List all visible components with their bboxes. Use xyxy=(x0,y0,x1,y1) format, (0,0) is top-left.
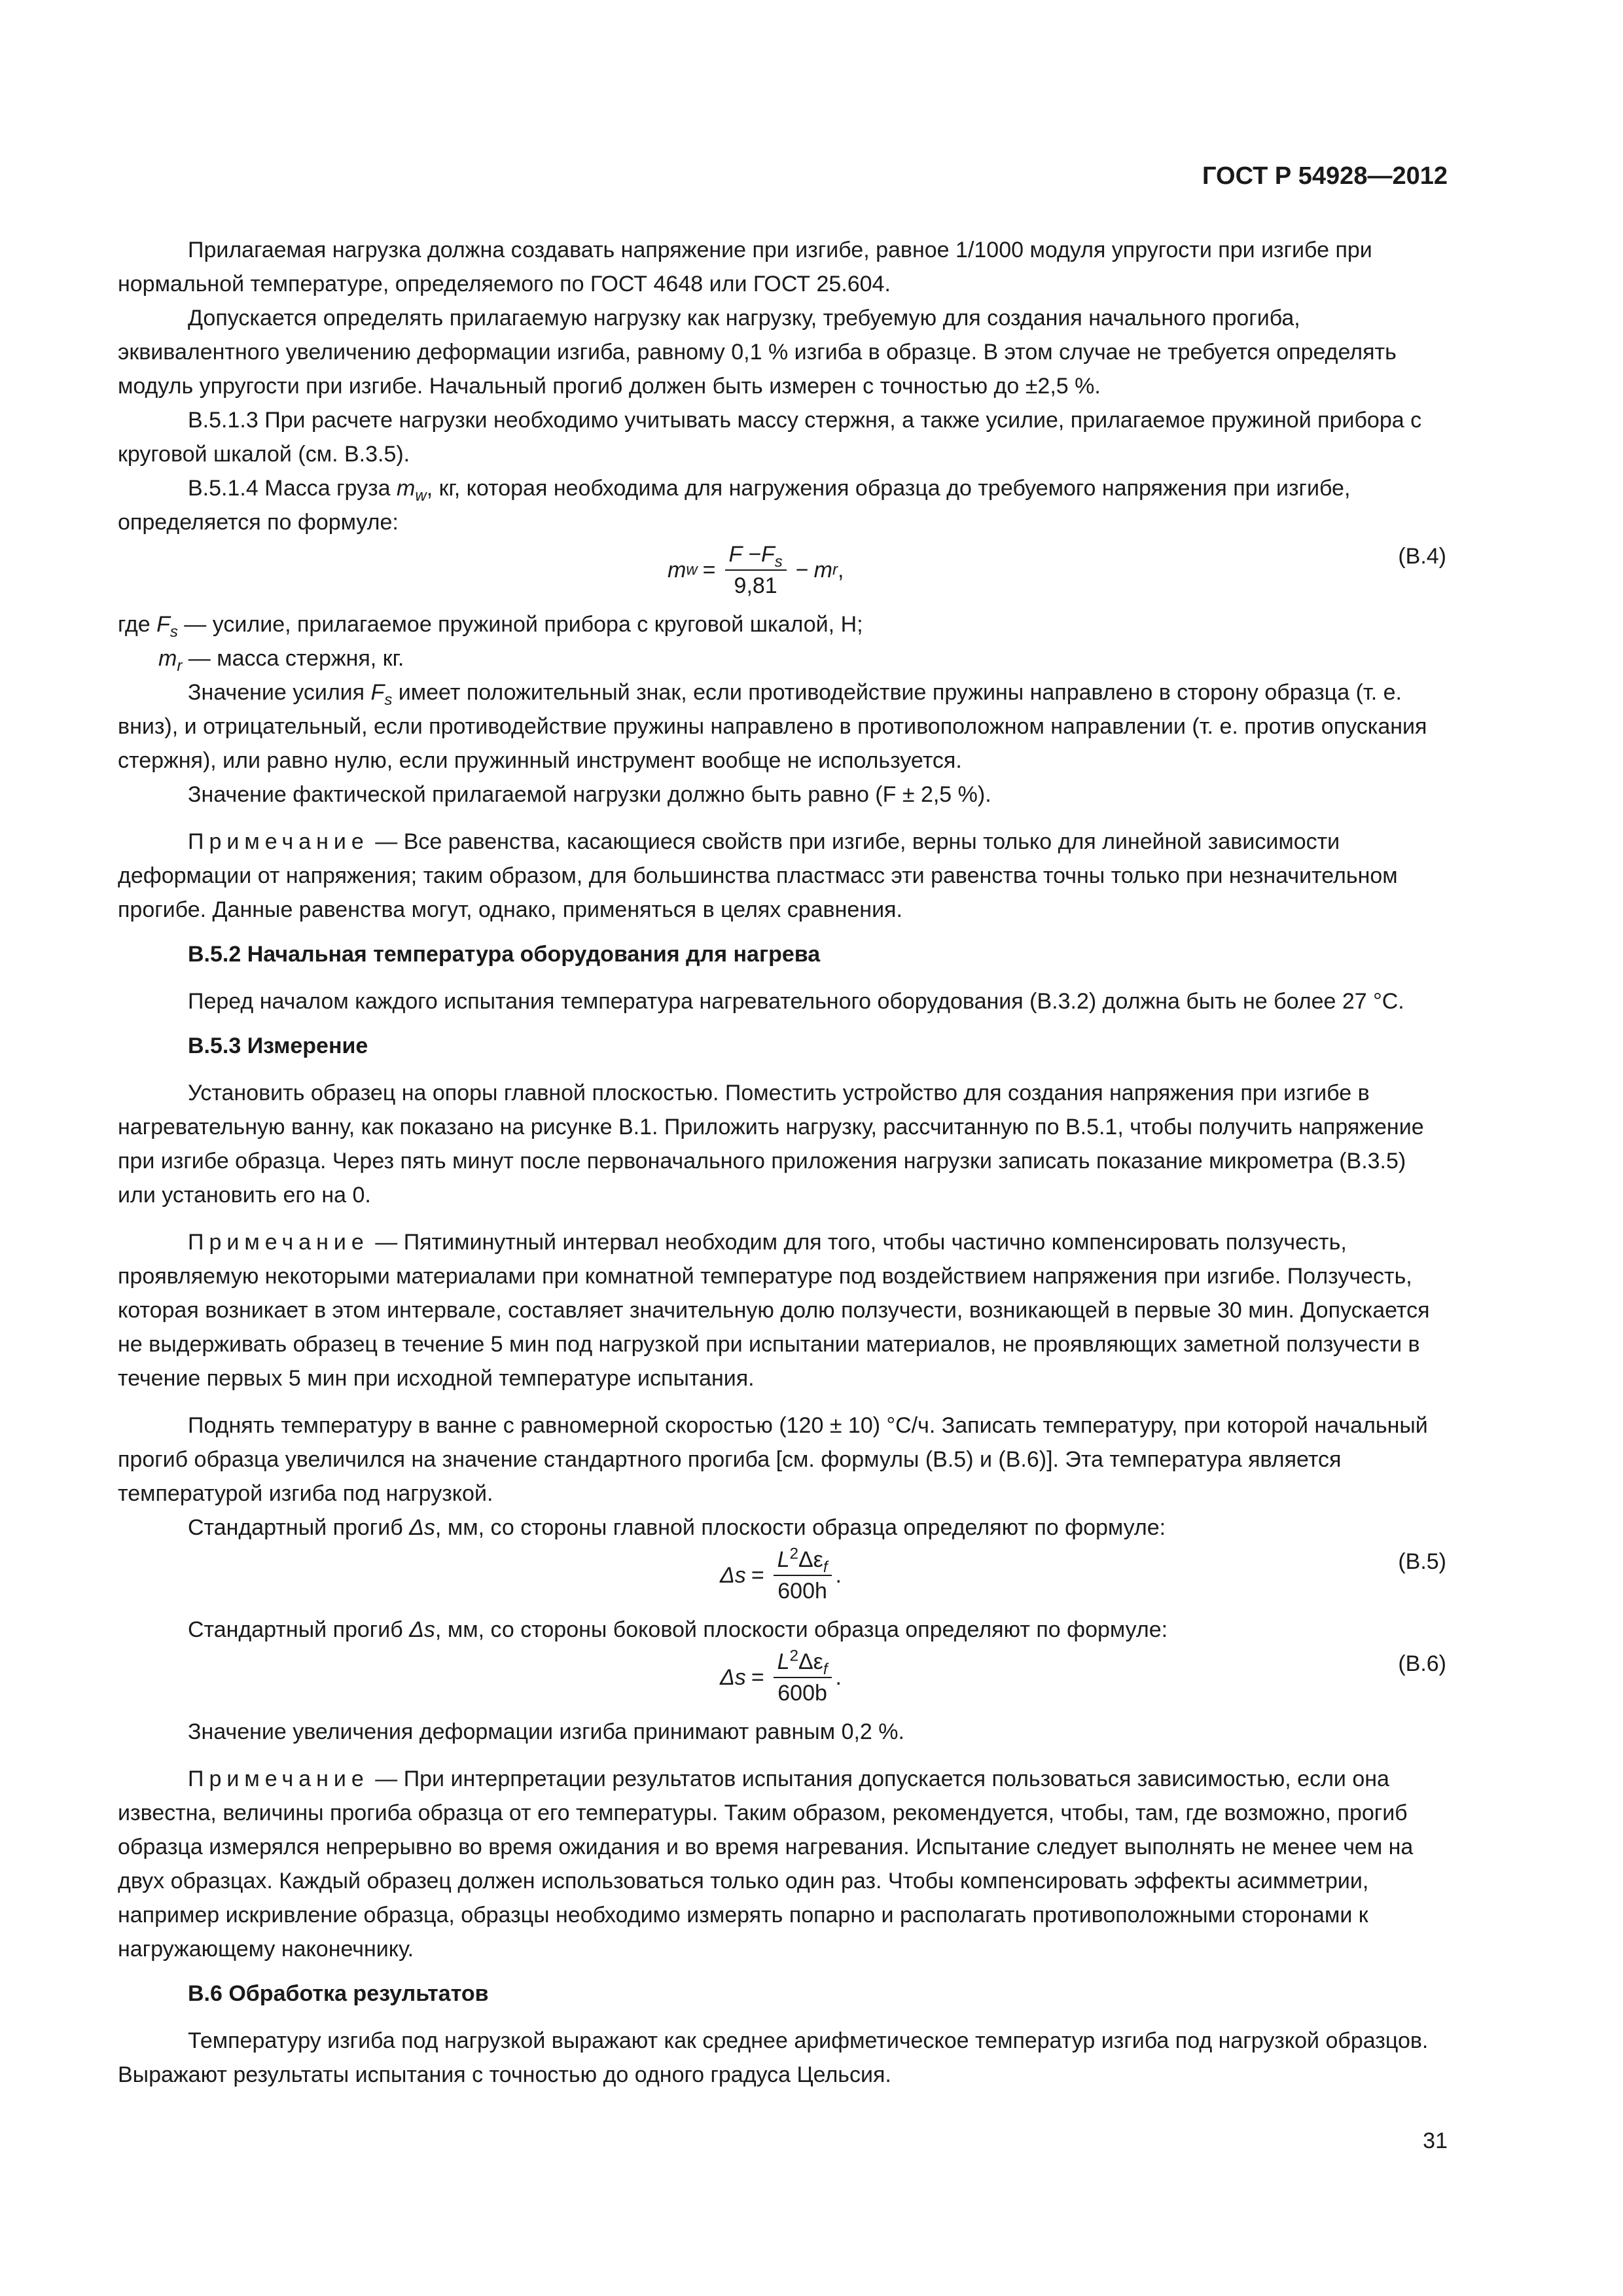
symbol-delta-s: Δs xyxy=(409,1617,435,1642)
exponent: 2 xyxy=(789,1647,798,1665)
equals-sign: = xyxy=(702,558,716,583)
symbol-L: L xyxy=(777,1547,790,1572)
note-text: — При интерпретации результатов испытания допускается пользоваться зависимостью, если она известна, величины прогиба образца от его температуры. Таким образом, рекомендуется, чтобы, там, где возможно, прогиб образца измерялся непрерывно во время ожидания и во время нагревания. Испытание следует выполнять не менее чем на двух образцах. Каждый образец должен использоваться только один раз. Чтобы компенсировать эффекты асимметрии, например искривление образца, образцы необходимо измерять попарно и располагать противоположными сторонами к нагружающему наконечнику. xyxy=(118,1767,1414,1962)
symbol-delta-s: Δs xyxy=(720,1665,746,1690)
legend-line xyxy=(118,607,1446,641)
symbol-f: f xyxy=(823,1660,828,1678)
comma: , xyxy=(837,558,844,583)
fraction xyxy=(725,539,787,601)
note-label: Примечание xyxy=(188,1230,369,1255)
fraction xyxy=(774,1647,832,1708)
symbol-s: s xyxy=(169,622,178,641)
symbol-s: s xyxy=(774,552,783,571)
denominator: 9,81 xyxy=(734,573,777,598)
symbol-f: f xyxy=(823,1558,828,1576)
paragraph: Поднять температуру в ванне с равномерной скоростью (120 ± 10) °С/ч. Записать температуру, при которой начальный прогиб образца увеличился на значение стандартного прогиба [см. формулы (В.5) и (В.6)]. Эта температура является температурой изгиба под нагрузкой. xyxy=(118,1413,1428,1506)
symbol-delta-s: Δs xyxy=(409,1515,435,1540)
symbol-F: F xyxy=(370,680,385,705)
formula-b5 xyxy=(118,1545,1446,1613)
equals-sign: = xyxy=(751,1665,764,1690)
period: . xyxy=(835,1665,842,1690)
text-run: Стандартный прогиб xyxy=(188,1617,410,1642)
symbol-m: m xyxy=(397,476,416,501)
formula-number: (В.5) xyxy=(1398,1549,1446,1574)
formula-b6 xyxy=(118,1647,1446,1715)
paragraph: Значение фактической прилагаемой нагрузки должно быть равно (F ± 2,5 %). xyxy=(188,782,991,807)
paragraph xyxy=(118,1511,1446,1545)
numerator-text: F −F xyxy=(728,542,775,567)
document-code-header: ГОСТ Р 54928—2012 xyxy=(1202,162,1448,190)
symbol-m: m xyxy=(668,558,687,583)
note-label: Примечание xyxy=(188,829,369,854)
text-run: Стандартный прогиб xyxy=(188,1515,410,1540)
fraction xyxy=(774,1545,832,1606)
symbol-w: w xyxy=(415,486,427,505)
text-run: В.5.1.4 Масса груза xyxy=(188,476,397,501)
text-run: где xyxy=(118,612,157,637)
equals-sign: = xyxy=(751,1563,764,1588)
symbol-w: w xyxy=(686,561,698,579)
text-run: Значение усилия xyxy=(188,680,371,705)
formula-number: (В.4) xyxy=(1398,544,1446,569)
legend-line xyxy=(118,641,1446,675)
formula-expression xyxy=(720,1647,842,1708)
formula-expression xyxy=(668,539,844,601)
text-run: имеет положительный знак, если противодействие пружины направлено в сторону образца (т. е. вниз), и отрицательный, если противодействие пружины направлено в противоположном направлении (т. е. против опускания стержня), или равно нулю, если пружинный инструмент вообще не используется. xyxy=(118,680,1427,773)
note xyxy=(118,1225,1446,1395)
paragraph: Допускается определять прилагаемую нагрузку как нагрузку, требуемую для создания начального прогиба, эквивалентного увеличению деформации изгиба, равному 0,1 % изгиба в образце. В этом случае не требуется определять модуль упругости при изгибе. Начальный прогиб должен быть измерен с точностью до ±2,5 %. xyxy=(118,306,1397,399)
denominator: 600h xyxy=(777,1579,827,1604)
numerator xyxy=(774,1545,832,1576)
symbol-m: m xyxy=(813,558,832,583)
text-run: — масса стержня, кг. xyxy=(182,646,404,671)
symbol-delta-eps: Δε xyxy=(798,1547,823,1572)
note-text: — Пятиминутный интервал необходим для того, чтобы частично компенсировать ползучесть, проявляемую некоторыми материалами при комнатной температуре под воздействием напряжения при изгибе. Ползучесть, которая возникает в этом интервале, составляет значительную долю ползучести, возникающей в первые 30 мин. Допускается не выдерживать образец в течение 5 мин под нагрузкой при испытании материалов, не проявляющих заметной ползучести в течение первых 5 мин при исходной температуре испытания. xyxy=(118,1230,1430,1391)
formula-b4 xyxy=(118,539,1446,607)
section-heading: В.5.2 Начальная температура оборудования для нагрева xyxy=(188,942,821,967)
period: . xyxy=(835,1563,842,1588)
note xyxy=(118,1762,1446,1966)
symbol-r: r xyxy=(832,561,838,579)
document-body xyxy=(118,233,1446,2092)
paragraph xyxy=(118,471,1446,539)
symbol-r: r xyxy=(177,656,183,675)
note-label: Примечание xyxy=(188,1767,369,1791)
text-run: — усилие, прилагаемое пружиной прибора с круговой шкалой, Н; xyxy=(177,612,863,637)
symbol-delta-eps: Δε xyxy=(798,1649,823,1674)
symbol-delta-s: Δs xyxy=(720,1563,746,1588)
paragraph: В.5.1.3 При расчете нагрузки необходимо учитывать массу стержня, а также усилие, прилагаемое пружиной прибора с круговой шкалой (см. В.3.5). xyxy=(118,408,1422,467)
numerator xyxy=(725,539,787,571)
minus-sign: − xyxy=(795,558,809,583)
paragraph: Перед началом каждого испытания температура нагревательного оборудования (В.3.2) должна быть не более 27 °С. xyxy=(188,989,1404,1014)
formula-expression xyxy=(720,1545,842,1606)
symbol-m: m xyxy=(158,646,177,671)
section-heading: В.5.3 Измерение xyxy=(188,1033,368,1058)
symbol-L: L xyxy=(777,1649,790,1674)
formula-number: (В.6) xyxy=(1398,1651,1446,1676)
paragraph: Установить образец на опоры главной плоскостью. Поместить устройство для создания напряжения при изгибе в нагревательную ванну, как показано на рисунке В.1. Приложить нагрузку, рассчитанную по В.5.1, чтобы получить напряжение при изгибе образца. Через пять минут после первоначального приложения нагрузки записать показание микрометра (В.3.5) или установить его на 0. xyxy=(118,1081,1424,1208)
exponent: 2 xyxy=(789,1545,798,1563)
text-run: , кг, которая необходима для нагружения образца до требуемого напряжения при изгибе, определяется по формуле: xyxy=(118,476,1351,535)
numerator xyxy=(774,1647,832,1678)
note xyxy=(118,825,1446,927)
note-text: — Все равенства, касающиеся свойств при изгибе, верны только для линейной зависимости деформации от напряжения; таким образом, для большинства пластмасс эти равенства точны только при незначительном прогибе. Данные равенства могут, однако, применяться в целях сравнения. xyxy=(118,829,1398,922)
section-heading: В.6 Обработка результатов xyxy=(188,1981,489,2006)
text-run: , мм, со стороны боковой плоскости образца определяют по формуле: xyxy=(435,1617,1168,1642)
denominator: 600b xyxy=(777,1681,827,1706)
paragraph: Прилагаемая нагрузка должна создавать напряжение при изгибе, равное 1/1000 модуля упругости при изгибе при нормальной температуре, определяемого по ГОСТ 4648 или ГОСТ 25.604. xyxy=(118,238,1372,296)
text-run: , мм, со стороны главной плоскости образца определяют по формуле: xyxy=(435,1515,1166,1540)
symbol-F: F xyxy=(156,612,170,637)
paragraph: Значение увеличения деформации изгиба принимают равным 0,2 %. xyxy=(188,1719,904,1744)
paragraph xyxy=(118,1613,1446,1647)
page-number: 31 xyxy=(1423,2128,1448,2153)
paragraph: Температуру изгиба под нагрузкой выражают как среднее арифметическое температур изгиба под нагрузкой образцов. Выражают результаты испытания с точностью до одного градуса Цельсия. xyxy=(118,2028,1429,2087)
symbol-s: s xyxy=(384,691,393,709)
paragraph xyxy=(118,675,1446,778)
